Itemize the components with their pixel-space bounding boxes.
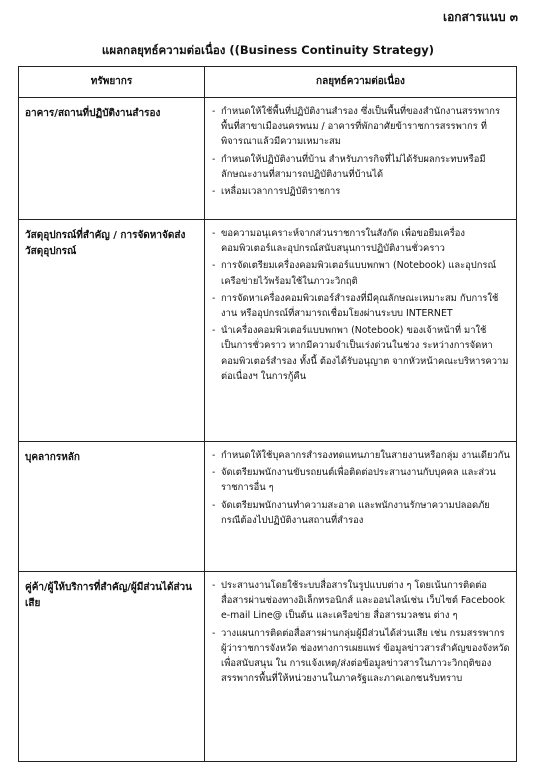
table-row	[19, 572, 517, 762]
resource-cell: บุคลากรหลัก	[19, 442, 205, 572]
strategy-cell	[205, 98, 517, 220]
column-header-strategy: กลยุทธ์ความต่อเนื่อง	[205, 67, 517, 98]
column-header-resource: ทรัพยากร	[19, 67, 205, 98]
strategy-list	[211, 448, 510, 528]
strategy-cell	[205, 572, 517, 762]
strategy-item: - การจัดหาเครื่องคอมพิวเตอร์สำรองที่มีคุณลักษณะเหมาะสม กับการใช้งาน หรืออุปกรณ์ที่สามารถเชื่อมโยงผ่านระบบ INTERNET	[211, 291, 510, 321]
strategy-table	[18, 66, 517, 762]
table-row	[19, 220, 517, 442]
table-row	[19, 98, 517, 220]
strategy-cell	[205, 442, 517, 572]
strategy-list	[211, 104, 510, 199]
strategy-list	[211, 226, 510, 384]
strategy-item: - ขอความอนุเคราะห์จากส่วนราชการในสังกัด เพื่อขอยืมเครื่องคอมพิวเตอร์และอุปกรณ์สนับสนุนการปฏิบัติงานชั่วคราว	[211, 226, 510, 256]
strategy-item: - กำหนดให้ปฏิบัติงานที่บ้าน สำหรับภารกิจที่ไม่ได้รับผลกระทบหรือมีลักษณะงานที่สามารถปฏิบัติงานที่บ้านได้	[211, 152, 510, 182]
strategy-item: - วางแผนการติดต่อสื่อสารผ่านกลุ่มผู้มีส่วนได้ส่วนเสีย เช่น กรมสรรพากร ผู้ว่าราชการจังหวัด ช่องทางการเผยแพร่ ข้อมูลข่าวสารสำคัญของจังหวัด เพื่อสนับสนุน ใน การแจ้งเหตุ/ส่งต่อข้อมูลข่าวสารในภาวะวิกฤติของสรรพากรพื้นที่ให้หน่วยงานในภาครัฐและภาคเอกชนรับทราบ	[211, 626, 510, 687]
attachment-label: เอกสารแนบ ๓	[442, 10, 518, 24]
strategy-item: - ประสานงานโดยใช้ระบบสื่อสารในรูปแบบต่าง ๆ โดยเน้นการติดต่อสื่อสารผ่านช่องทางอิเล็กทรอนิกส์ และออนไลน์เช่น เว็บไซต์ Facebook e-mail Line@ เป็นต้น และเครือข่าย สื่อสารมวลชน ต่าง ๆ	[211, 578, 510, 624]
strategy-item: - เหลื่อมเวลาการปฏิบัติราชการ	[211, 184, 510, 199]
table-row	[19, 442, 517, 572]
strategy-item: - จัดเตรียมพนักงานขับรถยนต์เพื่อติดต่อประสานงานกับบุคคล และส่วนราชการอื่น ๆ	[211, 465, 510, 495]
table-header-row	[19, 67, 517, 98]
strategy-list	[211, 578, 510, 686]
resource-cell: คู่ค้า/ผู้ให้บริการที่สำคัญ/ผู้มีส่วนได้ส่วนเสีย	[19, 572, 205, 762]
strategy-cell	[205, 220, 517, 442]
strategy-item: - กำหนดให้ใช้บุคลากรสำรองทดแทนภายในสายงานหรือกลุ่ม งานเดียวกัน	[211, 448, 510, 463]
resource-cell: อาคาร/สถานที่ปฏิบัติงานสำรอง	[19, 98, 205, 220]
strategy-item: - จัดเตรียมพนักงานทำความสะอาด และพนักงานรักษาความปลอดภัย กรณีต้องไปปฏิบัติงานสถานที่สำรอง	[211, 498, 510, 528]
strategy-item: - นำเครื่องคอมพิวเตอร์แบบพกพา (Notebook) ของเจ้าหน้าที่ มาใช้เป็นการชั่วคราว หากมีความจำเป็นเร่งด่วนในช่วง ระหว่างการจัดหาคอมพิวเตอร์สำรอง ทั้งนี้ ต้องได้รับอนุญาต จากหัวหน้าคณะบริหารความต่อเนื่องฯ ในการกู้คืน	[211, 323, 510, 384]
resource-cell: วัสดุอุปกรณ์ที่สำคัญ / การจัดหาจัดส่งวัสดุอุปกรณ์	[19, 220, 205, 442]
strategy-item: - การจัดเตรียมเครื่องคอมพิวเตอร์แบบพกพา (Notebook) และอุปกรณ์เครือข่ายไว้พร้อมใช้ในภาวะวิกฤติ	[211, 258, 510, 288]
document-title: แผลกลยุทธ์ความต่อเนื่อง ((Business Continuity Strategy)	[101, 43, 435, 57]
strategy-item: - กำหนดให้ใช้พื้นที่ปฏิบัติงานสำรอง ซึ่งเป็นพื้นที่ของสำนักงานสรรพากรพื้นที่สาขาเมืองนครพนม / อาคารที่พักอาศัยข้าราชการสรรพากร ที่พิจารณาแล้วมีความเหมาะสม	[211, 104, 510, 150]
